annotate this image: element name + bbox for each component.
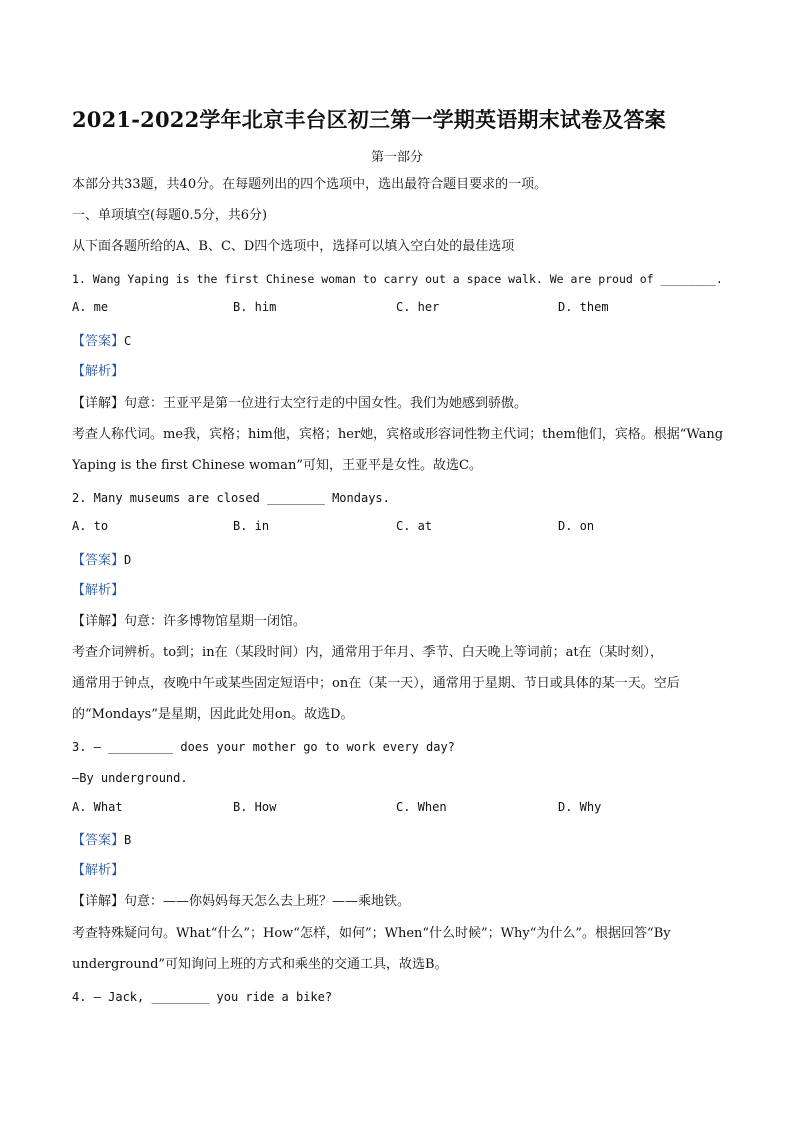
q1-explain-line-1: 考查人称代词。me我，宾格；him他，宾格；her她，宾格或形容词性物主代词；them他们，宾格。根据“Wang <box>72 427 724 442</box>
question-2-stem: 2. Many museums are closed ________ Mondays. <box>72 491 390 505</box>
intro-text: 本部分共33题，共40分。在每题列出的四个选项中，选出最符合题目要求的一项。 <box>72 177 548 192</box>
q1-detail <box>72 394 732 414</box>
question-3-reply: —By underground. <box>72 771 188 785</box>
detail-label: 【详解】 <box>72 396 125 411</box>
question-1-stem: 1. Wang Yaping is the first Chinese woman to carry out a space walk. We are proud of ________. <box>72 272 723 286</box>
q1-answer-value: C <box>124 334 132 348</box>
section-heading: 一、单项填空(每题0.5分，共6分) <box>72 208 268 223</box>
q2-explain-line-1: 考查介词辨析。to到；in在（某段时间）内，通常用于年月、季节、白天晚上等词前；at在（某时刻）， <box>72 645 664 660</box>
analysis-label: 【解析】 <box>72 583 125 598</box>
q2-explain-line-2: 通常用于钟点，夜晚中午或某些固定短语中；on在（某一天），通常用于星期、节日或具体的某一天。空后 <box>72 676 680 691</box>
q3-detail-text: 句意：——你妈妈每天怎么去上班？——乘地铁。 <box>124 894 411 909</box>
q3-answer-value: B <box>124 833 132 847</box>
q1-explain-line-2: Yaping is the first Chinese woman”可知，王亚平是女性。故选C。 <box>72 458 482 473</box>
q2-answer <box>72 550 732 571</box>
q3-detail <box>72 892 732 912</box>
instruction-text: 从下面各题所给的A、B、C、D四个选项中，选择可以填入空白处的最佳选项 <box>72 239 515 254</box>
q3-answer <box>72 830 732 851</box>
document-title: 2021-2022学年北京丰台区初三第一学期英语期末试卷及答案 <box>72 107 666 132</box>
answer-label: 【答案】 <box>72 553 125 568</box>
q2-option-a: A. to <box>72 519 109 533</box>
question-4-stem: 4. — Jack, ________ you ride a bike? <box>72 990 333 1004</box>
q1-answer <box>72 331 732 352</box>
question-3-stem: 3. — _________ does your mother go to work every day? <box>72 740 455 754</box>
q3-explain-line-1: 考查特殊疑问句。What“什么”；How“怎样，如何”；When“什么时候”；Why“为什么”。根据回答“By <box>72 926 671 941</box>
q3-option-d: D. Why <box>558 800 602 814</box>
q3-option-a: A. What <box>72 800 123 814</box>
detail-label: 【详解】 <box>72 614 125 629</box>
answer-label: 【答案】 <box>72 334 125 349</box>
q1-option-a: A. me <box>72 300 109 314</box>
q2-analysis <box>72 581 732 601</box>
q3-option-b: B. How <box>233 800 277 814</box>
q1-option-c: C. her <box>396 300 440 314</box>
answer-label: 【答案】 <box>72 833 125 848</box>
detail-label: 【详解】 <box>72 894 125 909</box>
q2-explain-line-3: 的“Mondays”是星期，因此此处用on。故选D。 <box>72 707 354 722</box>
q1-analysis <box>72 362 732 382</box>
q2-detail <box>72 612 732 632</box>
q2-detail-text: 句意：许多博物馆星期一闭馆。 <box>124 614 307 629</box>
part-heading: 第一部分 <box>370 150 423 165</box>
q2-option-b: B. in <box>233 519 270 533</box>
q1-option-b: B. him <box>233 300 277 314</box>
q2-answer-value: D <box>124 553 132 567</box>
q3-option-c: C. When <box>396 800 447 814</box>
q3-explain-line-2: underground”可知询问上班的方式和乘坐的交通工具，故选B。 <box>72 957 448 972</box>
q2-option-c: C. at <box>396 519 433 533</box>
q1-detail-text: 句意：王亚平是第一位进行太空行走的中国女性。我们为她感到骄傲。 <box>124 396 528 411</box>
analysis-label: 【解析】 <box>72 863 125 878</box>
analysis-label: 【解析】 <box>72 364 125 379</box>
q2-option-d: D. on <box>558 519 595 533</box>
q1-option-d: D. them <box>558 300 609 314</box>
q3-analysis <box>72 861 732 881</box>
